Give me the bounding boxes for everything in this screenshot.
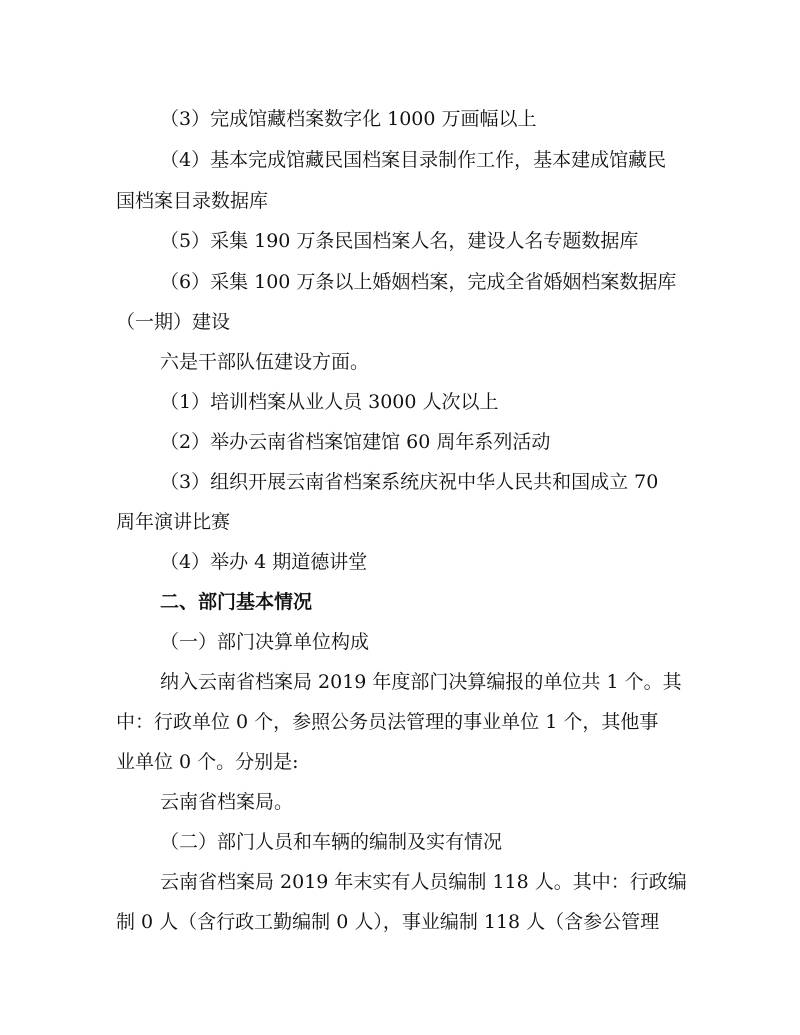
paragraph-line: （3）完成馆藏档案数字化 1000 万画幅以上 [160, 108, 537, 130]
paragraph-line: （6）采集 100 万条以上婚姻档案，完成全省婚姻档案数据库 [160, 271, 677, 293]
paragraph-line: 六是干部队伍建设方面。 [160, 351, 370, 373]
paragraph-line: 周年演讲比赛 [116, 511, 231, 533]
paragraph-line: （4）基本完成馆藏民国档案目录制作工作，基本建成馆藏民 [160, 149, 667, 171]
paragraph-line: （4）举办 4 期道德讲堂 [160, 551, 368, 573]
paragraph-line: （1）培训档案从业人员 3000 人次以上 [160, 391, 499, 413]
paragraph-line: （一期）建设 [116, 311, 231, 333]
subsection-heading: （二）部门人员和车辆的编制及实有情况 [160, 831, 503, 853]
paragraph-line: 云南省档案局。 [160, 791, 294, 813]
paragraph-line: 纳入云南省档案局 2019 年度部门决算编报的单位共 1 个。其 [160, 671, 682, 693]
subsection-heading: （一）部门决算单位构成 [160, 631, 370, 653]
paragraph-line: 中：行政单位 0 个，参照公务员法管理的事业单位 1 个，其他事 [116, 711, 659, 733]
paragraph-line: 制 0 人（含行政工勤编制 0 人），事业编制 118 人（含参公管理 [116, 911, 660, 933]
paragraph-line: （5）采集 190 万条民国档案人名，建设人名专题数据库 [160, 230, 639, 252]
paragraph-line: （2）举办云南省档案馆建馆 60 周年系列活动 [160, 431, 551, 453]
paragraph-line: （3）组织开展云南省档案系统庆祝中华人民共和国成立 70 [160, 471, 659, 493]
section-heading: 二、部门基本情况 [160, 591, 313, 613]
paragraph-line: 国档案目录数据库 [116, 190, 269, 212]
paragraph-line: 云南省档案局 2019 年末实有人员编制 118 人。其中：行政编 [160, 871, 687, 893]
paragraph-line: 业单位 0 个。分别是: [116, 751, 299, 773]
